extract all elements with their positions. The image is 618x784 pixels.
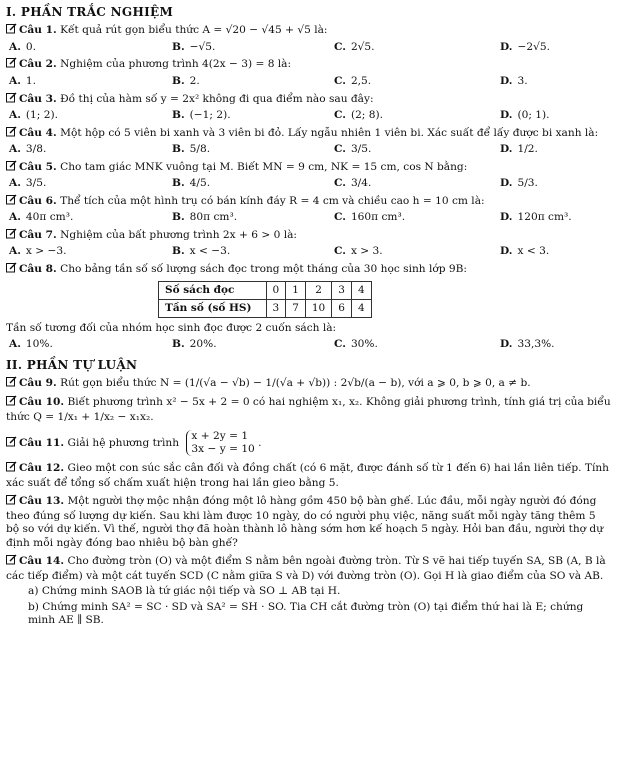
option-b[interactable]: B. (−1; 2). — [172, 109, 231, 122]
question-label: Câu 13. — [19, 495, 65, 508]
options-q6 — [6, 211, 612, 225]
option-a[interactable]: A. 40π cm³. — [9, 211, 74, 224]
question-1 — [6, 23, 612, 39]
question-label: Câu 3. — [19, 92, 57, 105]
table-cell: 3 — [332, 281, 352, 299]
question-3 — [6, 92, 612, 108]
question-text: Một hộp có 5 viên bi xanh và 3 viên bi đỏ. Lấy ngẫu nhiên 1 viên bi. Xác suất để lấy được bi xanh là: — [60, 126, 599, 139]
option-a[interactable]: A. 0. — [9, 40, 37, 53]
equation-2: 3x − y = 10 — [191, 442, 255, 455]
question-10 — [6, 395, 612, 424]
question-label: Câu 2. — [19, 58, 57, 71]
option-b[interactable]: B. 2. — [172, 75, 200, 87]
option-d[interactable]: D. 5/3. — [500, 177, 538, 190]
question-text: Giải hệ phương trình — [67, 436, 180, 449]
question-9 — [6, 376, 612, 392]
option-c[interactable]: C. 2√5. — [334, 40, 375, 53]
options-q4 — [6, 143, 612, 157]
question-text: Nghiệm của phương trình 4(2x − 3) = 8 là: — [60, 58, 292, 71]
pencil-icon — [6, 194, 17, 210]
options-q8 — [6, 338, 612, 352]
question-label: Câu 8. — [19, 263, 57, 276]
question-text: Cho đường tròn (O) và một điểm S nằm bên ngoài đường tròn. Từ S vẽ hai tiếp tuyến SA, SB (A, B là các tiếp điểm) và một cát tuyến SCD (C nằm giữa S và D) với đường tròn (O). Gọi H là giao điểm của SO và AB. — [6, 555, 606, 582]
pencil-icon — [6, 376, 17, 392]
pencil-icon — [6, 228, 17, 244]
question-text: Một người thợ mộc nhận đóng một lô hàng gồm 450 bộ bàn ghế. Lúc đầu, mỗi ngày người đó đóng theo đúng số lượng dự kiến. Sau khi làm được 10 ngày, do có người phụ việc, năng suất mỗi ngày tăng thêm 5 bộ so với dự kiến. Vì thế, người thợ đã hoàn thành lô hàng sớm hơn kế hoạch 5 ngày. Hỏi ban đầu, người thợ dự định mỗi ngày đóng bao nhiêu bộ bàn ghế? — [6, 495, 604, 549]
question-13 — [6, 494, 612, 550]
table-cell: 1 — [286, 281, 306, 299]
question-label: Câu 4. — [19, 126, 57, 139]
question-label: Câu 7. — [19, 228, 57, 241]
pencil-icon — [6, 461, 17, 477]
pencil-icon — [6, 494, 17, 510]
option-d[interactable]: D. −2√5. — [500, 40, 550, 53]
question-text: Cho bảng tần số số lượng sách đọc trong một tháng của 30 học sinh lớp 9B: — [60, 263, 467, 276]
option-c[interactable]: C. 30%. — [334, 337, 378, 350]
question-text: Gieo một con súc sắc cân đối và đồng chất (có 6 mặt, được đánh số từ 1 đến 6) hai lần liên tiếp. Tính xác suất để tổng số chấm xuất hiện trong hai lần gieo bằng 5. — [6, 462, 609, 489]
question-text: Thể tích của một hình trụ có bán kính đáy R = 4 cm và chiều cao h = 10 cm là: — [60, 194, 485, 207]
question-label: Câu 14. — [19, 555, 65, 568]
option-c[interactable]: C. 3/4. — [334, 177, 372, 190]
option-c[interactable]: C. x > 3. — [334, 245, 383, 258]
option-a[interactable]: A. 1. — [9, 75, 37, 87]
question-text: Rút gọn biểu thức N = (1/(√a − √b) − 1/(√a + √b)) : 2√b/(a − b), với a ⩾ 0, b ⩾ 0, a ≠ b. — [60, 376, 531, 389]
options-q2 — [6, 75, 612, 89]
option-c[interactable]: C. (2; 8). — [334, 109, 383, 122]
option-d[interactable]: D. 1/2. — [500, 143, 538, 156]
question-label: Câu 5. — [19, 160, 57, 173]
question-label: Câu 10. — [19, 396, 65, 409]
table-header-cell: Tần số (số HS) — [159, 300, 267, 318]
question-label: Câu 6. — [19, 194, 57, 207]
question-4 — [6, 126, 612, 142]
pencil-icon — [6, 554, 17, 570]
table-row — [159, 300, 372, 318]
question-6 — [6, 194, 612, 210]
question-text: Kết quả rút gọn biểu thức A = √20 − √45 + √5 là: — [60, 24, 328, 37]
table-cell: 6 — [332, 300, 352, 318]
option-d[interactable]: D. (0; 1). — [500, 109, 550, 122]
question-8-followup: Tần số tương đối của nhóm học sinh đọc được 2 cuốn sách là: — [6, 322, 337, 335]
question-14-part-b: b) Chứng minh SA² = SC · SD và SA² = SH · SO. Tia CH cắt đường tròn (O) tại điểm thứ hai là E; chứng minh AE ∥ SB. — [28, 600, 584, 627]
option-d[interactable]: D. 3. — [500, 75, 528, 87]
question-text: Nghiệm của bất phương trình 2x + 6 > 0 là: — [60, 228, 297, 241]
pencil-icon — [6, 160, 17, 176]
section-title-multiple-choice: I. PHẦN TRẮC NGHIỆM — [6, 5, 174, 19]
option-b[interactable]: B. 5/8. — [172, 143, 211, 156]
question-12 — [6, 461, 612, 490]
table-cell: 3 — [266, 300, 286, 318]
table-cell: 2 — [305, 281, 331, 299]
question-label: Câu 11. — [19, 436, 65, 449]
option-c[interactable]: C. 2,5. — [334, 75, 372, 87]
question-2 — [6, 57, 612, 73]
option-b[interactable]: B. x < −3. — [172, 245, 231, 258]
question-7 — [6, 228, 612, 244]
options-q7 — [6, 245, 612, 259]
option-a[interactable]: A. 3/5. — [9, 177, 47, 190]
question-11: Câu 11. Giải hệ phương trình x + 2y = 1 3x − y = 10 . — [6, 430, 612, 456]
question-5 — [6, 160, 612, 176]
option-b[interactable]: B. −√5. — [172, 40, 216, 53]
options-q1 — [6, 41, 612, 55]
pencil-icon — [6, 57, 17, 73]
pencil-icon — [6, 262, 17, 278]
pencil-icon — [6, 23, 17, 39]
option-c[interactable]: C. 3/5. — [334, 143, 372, 156]
option-a[interactable]: A. x > −3. — [9, 245, 67, 258]
options-q5 — [6, 177, 612, 191]
equation-1: x + 2y = 1 — [191, 429, 249, 442]
question-label: Câu 12. — [19, 462, 65, 474]
option-a[interactable]: A. 3/8. — [9, 143, 47, 156]
option-d[interactable]: D. x < 3. — [500, 245, 550, 258]
question-label: Câu 1. — [19, 24, 57, 37]
option-a[interactable]: A. 10%. — [9, 337, 53, 350]
question-8 — [6, 262, 612, 278]
option-d[interactable]: D. 33,3%. — [500, 337, 555, 350]
option-b[interactable]: B. 80π cm³. — [172, 211, 238, 224]
frequency-table — [158, 281, 372, 319]
option-d[interactable]: D. 120π cm³. — [500, 211, 572, 224]
table-row — [159, 281, 372, 299]
option-b[interactable]: B. 4/5. — [172, 177, 211, 190]
question-text: Cho tam giác MNK vuông tại M. Biết MN = 9 cm, NK = 15 cm, cos N bằng: — [60, 160, 468, 173]
pencil-icon — [6, 126, 17, 142]
question-14 — [6, 554, 612, 583]
equation-system — [186, 430, 254, 456]
option-c[interactable]: C. 160π cm³. — [334, 211, 406, 224]
pencil-icon — [6, 436, 17, 452]
question-text: Đồ thị của hàm số y = 2x² không đi qua điểm nào sau đây: — [60, 92, 374, 105]
option-a[interactable]: A. (1; 2). — [9, 109, 58, 122]
table-cell: 10 — [305, 300, 331, 318]
option-b[interactable]: B. 20%. — [172, 337, 217, 350]
table-cell: 4 — [351, 281, 371, 299]
question-label: Câu 9. — [19, 376, 57, 389]
section-title-essay: II. PHẦN TỰ LUẬN — [6, 357, 138, 372]
options-q3 — [6, 109, 612, 123]
pencil-icon — [6, 395, 17, 411]
table-cell: 0 — [266, 281, 286, 299]
pencil-icon — [6, 92, 17, 108]
table-header-cell: Số sách đọc — [159, 281, 267, 299]
table-cell: 4 — [351, 300, 371, 318]
table-cell: 7 — [286, 300, 306, 318]
question-14-part-a: a) Chứng minh SAOB là tứ giác nội tiếp và SO ⊥ AB tại H. — [28, 585, 341, 598]
question-text: Biết phương trình x² − 5x + 2 = 0 có hai nghiệm x₁, x₂. Không giải phương trình, tính giá trị của biểu thức Q = 1/x₁ + 1/x₂ − x₁x₂. — [6, 396, 611, 423]
